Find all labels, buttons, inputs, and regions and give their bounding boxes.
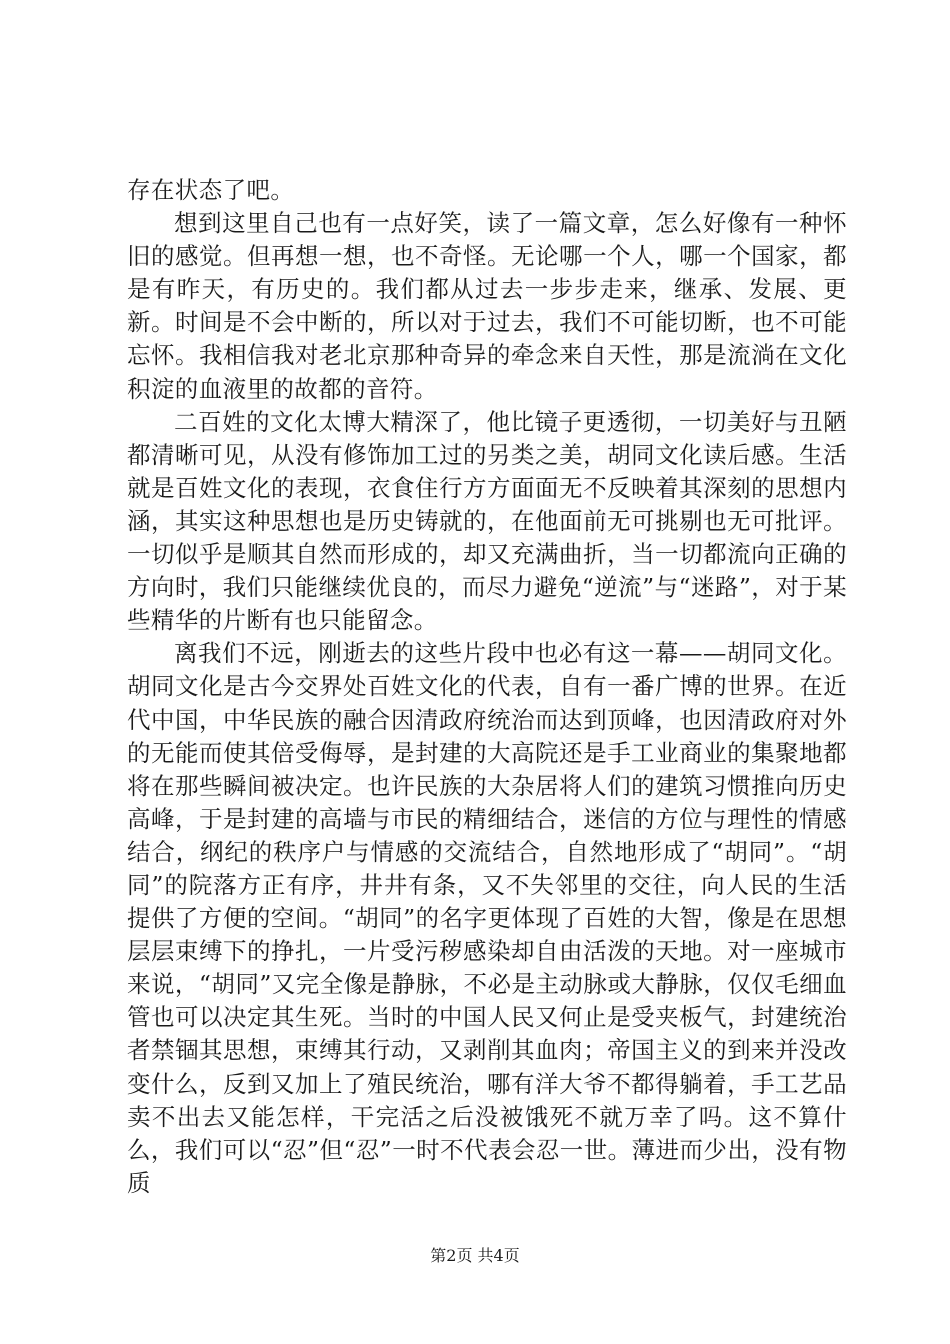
paragraph: 想到这里自己也有一点好笑，读了一篇文章，怎么好像有一种怀旧的感觉。但再想一想，也不奇怪。无论哪一个人，哪一个国家，都是有昨天，有历史的。我们都从过去一步步走来，继承、发展、更新。时间是不会中断的，所以对于过去，我们不可能切断，也不可能忘怀。我相信我对老北京那种奇异的牵念来自天性，那是流淌在文化积淀的血液里的故都的音符。 bbox=[127, 209, 847, 403]
document-body bbox=[127, 174, 847, 1200]
page-footer: 第2页 共4页 bbox=[430, 1246, 520, 1265]
paragraph: 存在状态了吧。 bbox=[127, 176, 295, 204]
paragraph: 离我们不远，刚逝去的这些片段中也必有这一幕——胡同文化。胡同文化是古今交界处百姓文化的代表，自有一番广博的世界。在近代中国，中华民族的融合因清政府统治而达到顶峰，也因清政府对外的无能而使其倍受侮辱，是封建的大高院还是手工业商业的集聚地都将在那些瞬间被决定。也许民族的大杂居将人们的建筑习惯推向历史高峰，于是封建的高墙与市民的精细结合，迷信的方位与理性的情感结合，纲纪的秩序户与情感的交流结合，自然地形成了“胡同”。“胡同”的院落方正有序，井井有条，又不失邻里的交往，向人民的生活提供了方便的空间。“胡同”的名字更体现了百姓的大智，像是在思想层层束缚下的挣扎，一片受污秽感染却自由活泼的天地。对一座城市来说，“胡同”又完全像是静脉，不必是主动脉或大静脉，仅仅毛细血管也可以决定其生死。当时的中国人民又何止是受夹板气，封建统治者禁锢其思想，束缚其行动，又剥削其血肉；帝国主义的到来并没改变什么，反到又加上了殖民统治，哪有洋大爷不都得躺着，手工艺品卖不出去又能怎样，干完活之后没被饿死不就万幸了吗。这不算什么，我们可以“忍”但“忍”一时不代表会忍一世。薄进而少出，没有物质 bbox=[127, 639, 847, 1197]
paragraph: 二百姓的文化太博大精深了，他比镜子更透彻，一切美好与丑陋都清晰可见，从没有修饰加工过的另类之美，胡同文化读后感。生活就是百姓文化的表现，衣食住行方方面面无不反映着其深刻的思想内涵，其实这种思想也是历史铸就的，在他面前无可挑剔也无可批评。一切似乎是顺其自然而形成的，却又充满曲折，当一切都流向正确的方向时，我们只能继续优良的，而尽力避免“逆流”与“迷路”，对于某些精华的片断有也只能留念。 bbox=[127, 407, 847, 635]
